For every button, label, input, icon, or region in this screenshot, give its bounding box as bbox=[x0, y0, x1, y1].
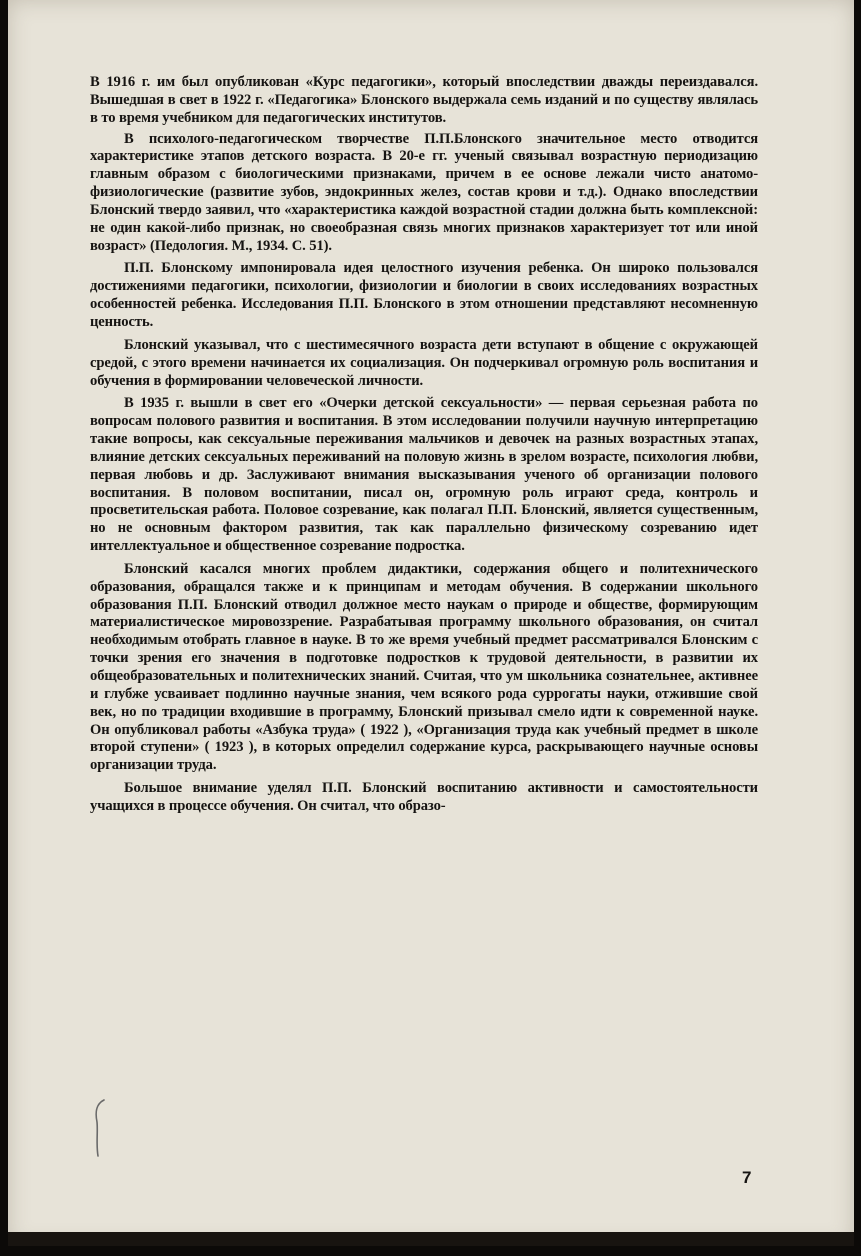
paragraph-2: В психолого-педагогическом творчестве П.П.Блонского значительное место отводится характеристике этапов детского возраста. В 20-е гг. ученый связывал возрастную периодизацию главным образом с биологическими признаками, причем в ее основе лежали чисто анатомо-физиологические (развитие зубов, эндокринных желез, состав крови и т.д.). Однако впоследствии Блонский твердо заявил, что «характеристика каждой возрастной стадии должна быть комплексной: не один какой-либо признак, но своеобразная связь многих признаков характеризует тот или иной возраст» (Педология. М., 1934. С. 51). bbox=[90, 130, 758, 254]
page-number: 7 bbox=[742, 1168, 752, 1187]
book-page bbox=[8, 0, 854, 1246]
paragraph-4: Блонский указывал, что с шестимесячного возраста дети вступают в общение с окружающей средой, с этого времени начинается их социализация. Он подчеркивал огромную роль воспитания и обучения в формировании человеческой личности. bbox=[90, 336, 758, 389]
paragraph-3: П.П. Блонскому импонировала идея целостного изучения ребенка. Он широко пользовался достижениями педагогики, психологии, физиологии и биологии в своих исследованиях возрастных особенностей ребенка. Исследования П.П. Блонского в этом отношении представляют несомненную ценность. bbox=[90, 260, 758, 330]
paragraph-5: В 1935 г. вышли в свет его «Очерки детской сексуальности» — первая серьезная работа по вопросам полового развития и воспитания. В этом исследовании получили научную интерпретацию такие вопросы, как сексуальные переживания мальчиков и девочек на разных возрастных этапах, влияние детских сексуальных переживаний на половую жизнь в зрелом возрасте, психология любви, первая любовь и др. Заслуживают внимания высказывания ученого об организации полового воспитания. В половом воспитании, писал он, огромную роль играют среда, контроль и просветительская работа. Половое созревание, как полагал П.П. Блонский, является существенным, но не основным фактором развития, так как параллельно физическому созреванию идет интеллектуальное и общественное созревание подростка. bbox=[90, 395, 758, 555]
body-text bbox=[90, 74, 758, 821]
paragraph-1: В 1916 г. им был опубликован «Курс педагогики», который впоследствии дважды переиздавался. Вышедшая в свет в 1922 г. «Педагогика» Блонского выдержала семь изданий и по существу являлась в то время учебником для педагогических институтов. bbox=[90, 74, 758, 126]
pencil-bracket-mark bbox=[92, 1098, 106, 1158]
paragraph-7: Большое внимание уделял П.П. Блонский воспитанию активности и самостоятельности учащихся в процессе обучения. Он считал, что образо- bbox=[90, 780, 758, 814]
paragraph-6: Блонский касался многих проблем дидактики, содержания общего и политехнического образования, обращался также и к принципам и методам обучения. В содержании школьного образования П.П. Блонский отводил должное место наукам о природе и обществе, формирующим материалистическое мировоззрение. Разрабатывая программу школьного образования, он считал необходимым отобрать главное в науке. В то же время учебный предмет рассматривался Блонским с точки зрения его значения в подготовке подростков к трудовой деятельности, в развитии их общеобразовательных и политехнических знаний. Считая, что ум школьника сознательнее, активнее и глубже усваивает подлинно научные знания, чем всякого рода суррогаты науки, отжившие свой век, но по традиции входившие в программу, Блонский призывал смело идти к современной науке. Он опубликовал работы «Азбука труда» ( 1922 ), «Организация труда как учебный предмет в школе второй ступени» ( 1923 ), в которых определил содержание курса, раскрывающего научные основы организации труда. bbox=[90, 560, 758, 774]
